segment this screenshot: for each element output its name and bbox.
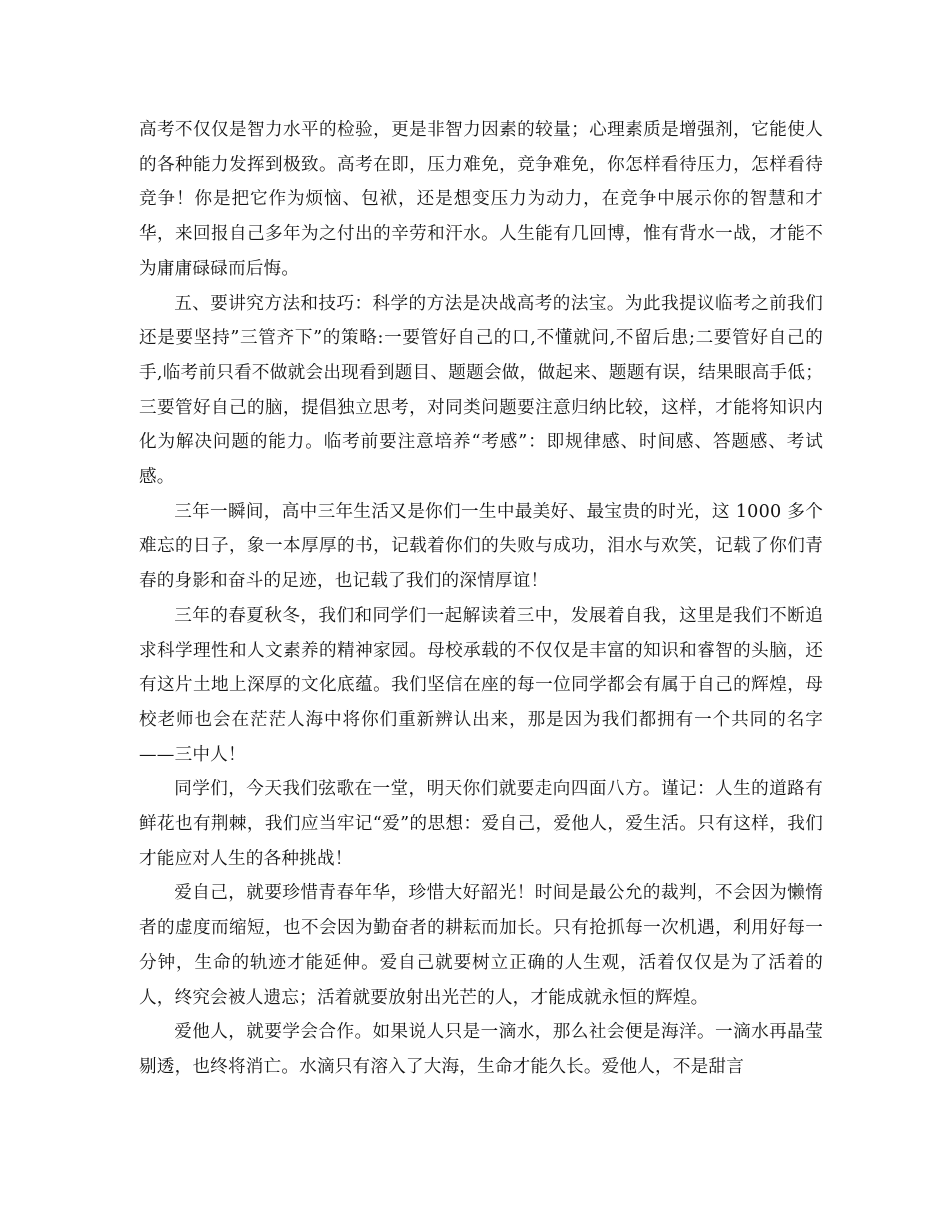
paragraph-methods-and-skills: 五、要讲究方法和技巧：科学的方法是决战高考的法宝。为此我提议临考之前我们还是要坚持”三管齐下”的策略:一要管好自己的口,不懂就问,不留后患;二要管好自己的手,临考前只看不做就会出现看到题目、题题会做，做起来、题题有误，结果眼高手低；三要管好自己的脑，提倡独立思考，对同类问题要注意归纳比较，这样，才能将知识内化为解决问题的能力。临考前要注意培养“考感”：即规律感、时间感、答题感、考试感。 <box>139 293 823 488</box>
paragraph-exam-mindset: 高考不仅仅是智力水平的检验，更是非智力因素的较量；心理素质是增强剂，它能使人的各种能力发挥到极致。高考在即，压力难免，竞争难免，你怎样看待压力，怎样看待竞争！你是把它作为烦恼、包袱，还是想变压力为动力，在竞争中展示你的智慧和才华，来回报自己多年为之付出的辛劳和汗水。人生能有几回博，惟有背水一战，才能不为庸庸碌碌而后悔。 <box>139 120 823 279</box>
paragraph-school-spirit: 三年的春夏秋冬，我们和同学们一起解读着三中，发展着自我，这里是我们不断追求科学理性和人文素养的精神家园。母校承载的不仅仅是丰富的知识和睿智的头脑，还有这片土地上深厚的文化底蕴。我们坚信在座的每一位同学都会有属于自己的辉煌，母校老师也会在茫茫人海中将你们重新辨认出来，那是因为我们都拥有一个共同的名字——三中人！ <box>139 605 823 765</box>
paragraph-love-yourself: 爱自己，就要珍惜青春年华，珍惜大好韶光！时间是最公允的裁判，不会因为懒惰者的虚度而缩短，也不会因为勤奋者的耕耘而加长。只有抢抓每一次机遇，利用好每一分钟，生命的轨迹才能延伸。爱自己就要树立正确的人生观，活着仅仅是为了活着的人，终究会被人遗忘；活着就要放射出光芒的人，才能成就永恒的辉煌。 <box>139 883 823 1008</box>
paragraph-love-thought: 同学们，今天我们弦歌在一堂，明天你们就要走向四面八方。谨记：人生的道路有鲜花也有荆棘，我们应当牢记“爱”的思想：爱自己，爱他人，爱生活。只有这样，我们才能应对人生的各种挑战！ <box>139 779 823 869</box>
document-body <box>139 113 823 1085</box>
paragraph-love-others: 爱他人，就要学会合作。如果说人只是一滴水，那么社会便是海洋。一滴水再晶莹剔透，也终将消亡。水滴只有溶入了大海，生命才能久长。爱他人，不是甜言 <box>139 1022 823 1077</box>
paragraph-three-years: 三年一瞬间，高中三年生活又是你们一生中最美好、最宝贵的时光，这 1000 多个难忘的日子，象一本厚厚的书，记载着你们的失败与成功，泪水与欢笑，记载了你们青春的身影和奋斗的足迹，也记载了我们的深情厚谊！ <box>139 501 823 592</box>
